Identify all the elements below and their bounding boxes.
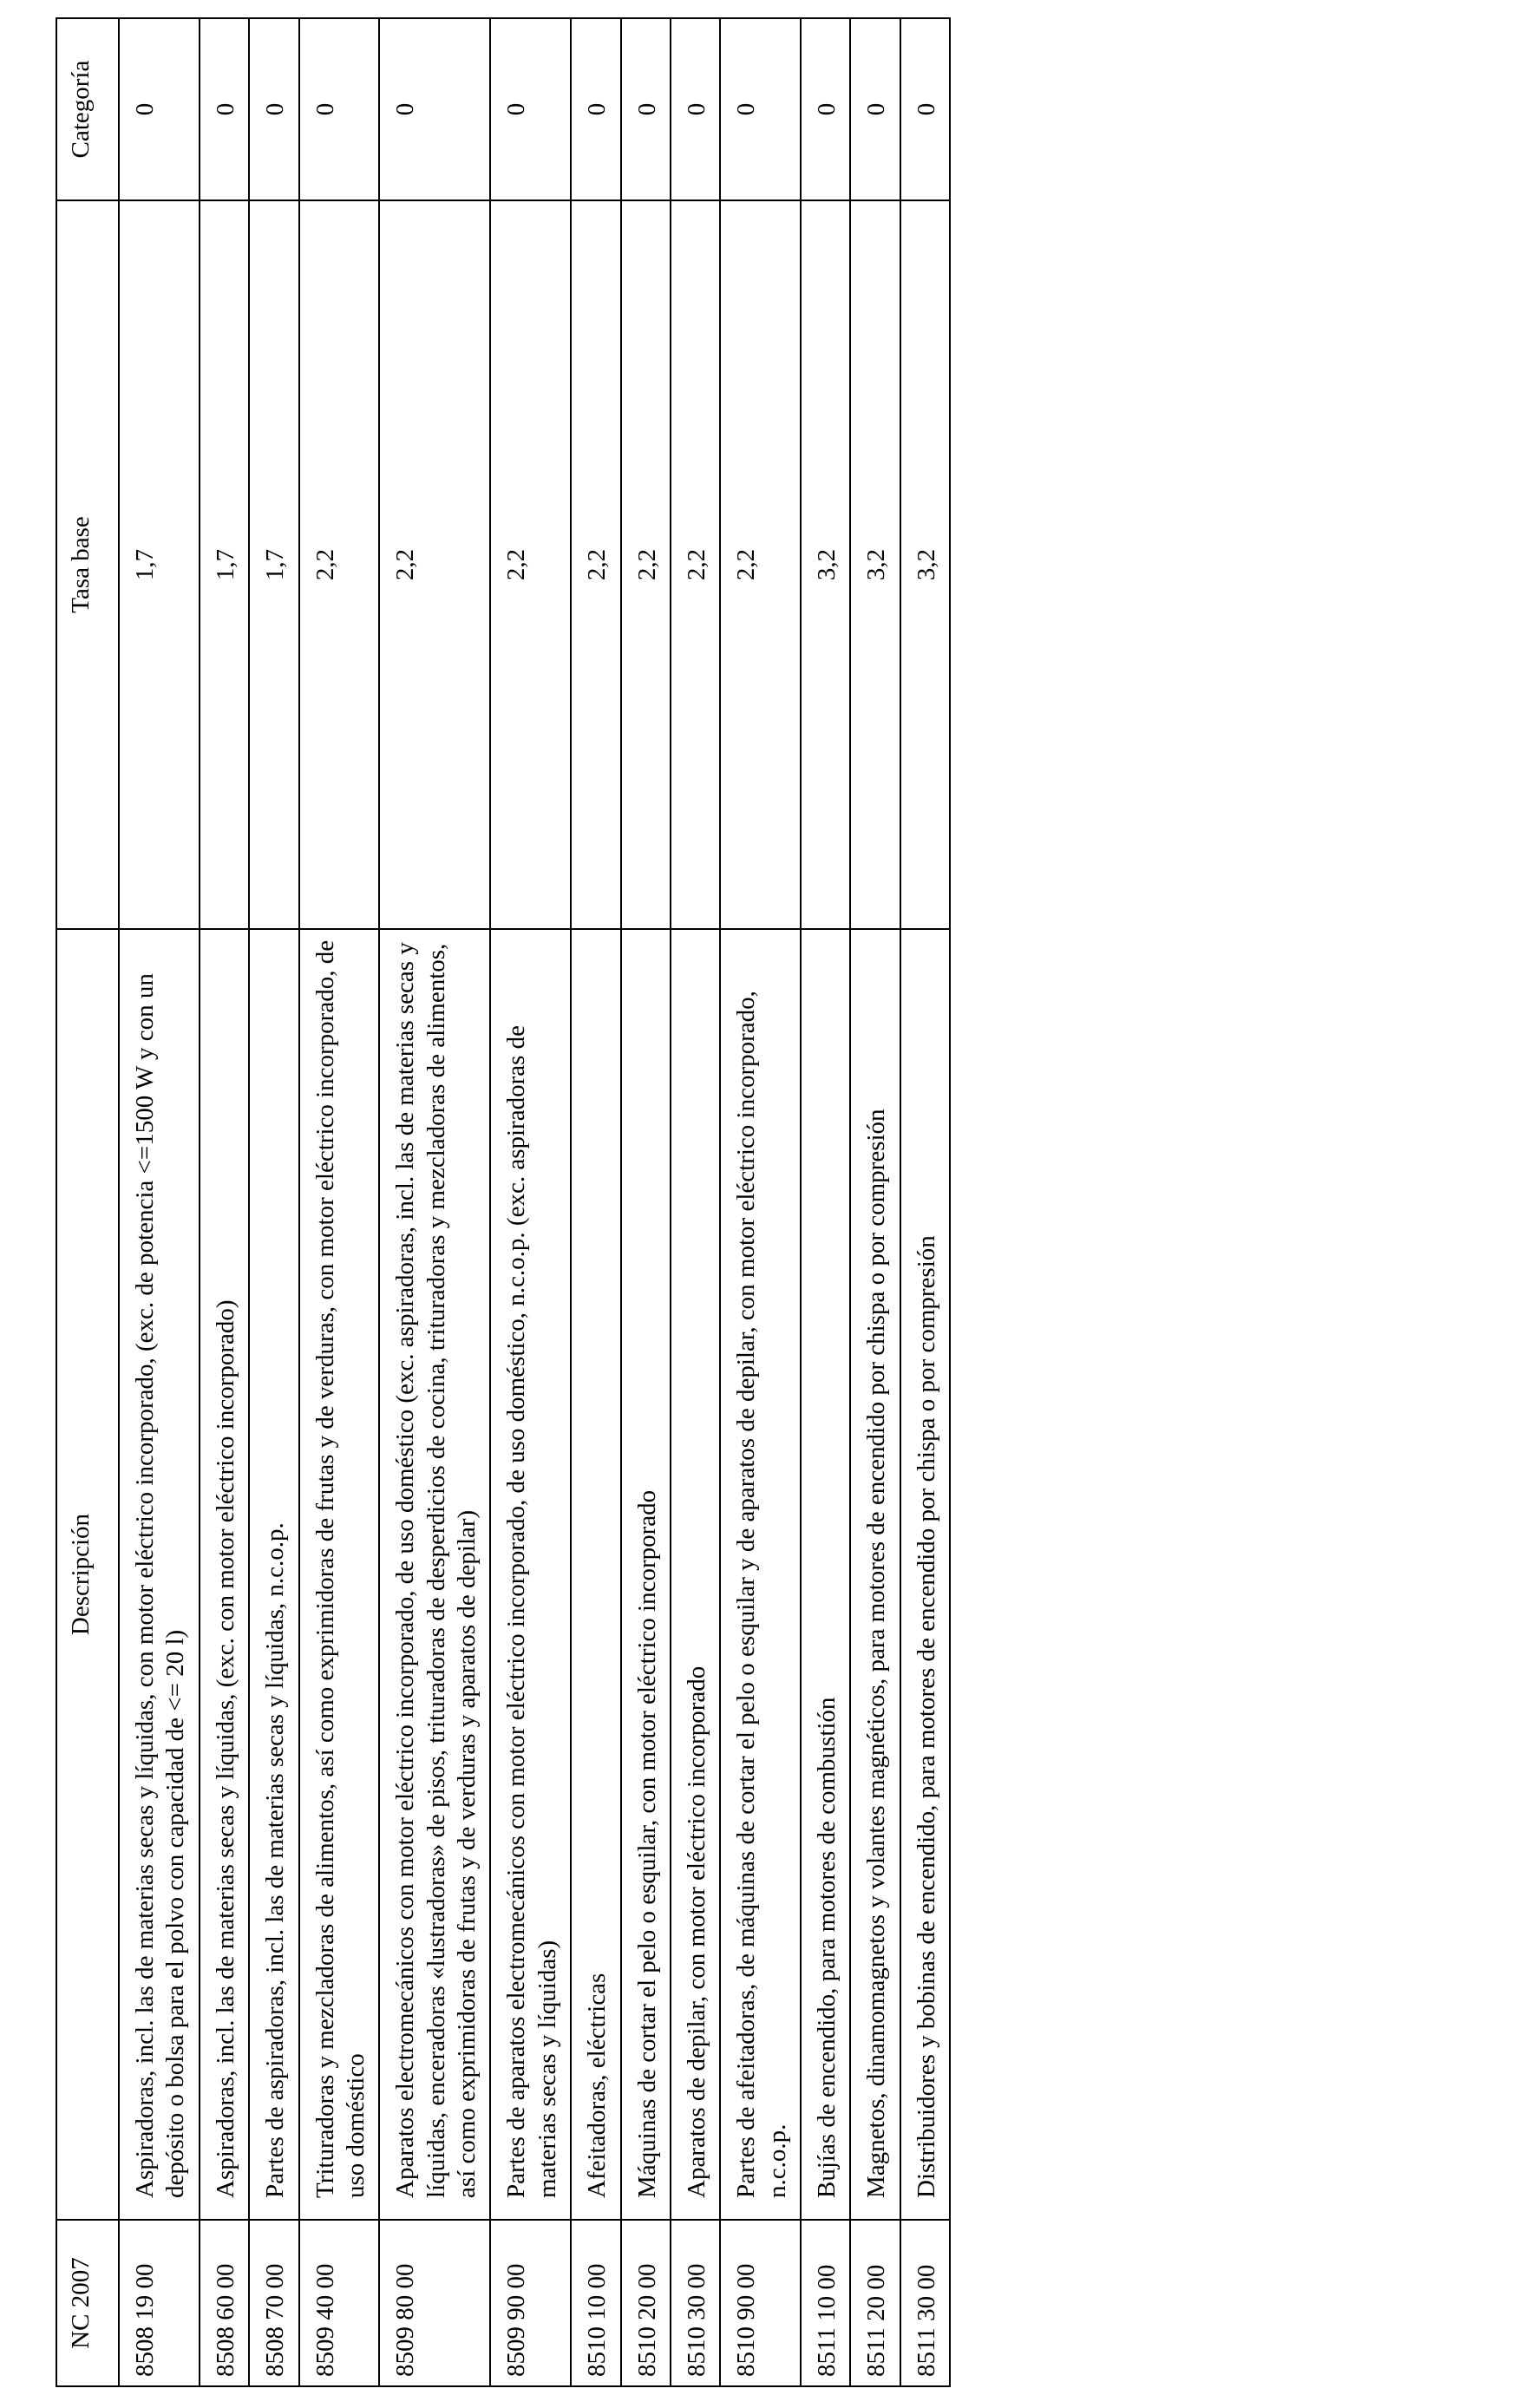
row-code: 8511 20 00 [850, 2220, 900, 2386]
row-rate: 3,2 [900, 200, 950, 929]
row-rate: 2,2 [379, 200, 490, 929]
table-row [299, 18, 380, 2386]
table-row [249, 18, 298, 2386]
row-code: 8510 20 00 [621, 2220, 671, 2386]
row-rate: 1,7 [249, 200, 298, 929]
row-description: Partes de aparatos electromecánicos con motor eléctrico incorporado, de uso doméstico, n.c.o.p. (exc. aspiradoras de materias secas y líquidas) [490, 929, 571, 2220]
row-code: 8508 60 00 [200, 2220, 249, 2386]
row-rate: 2,2 [490, 200, 571, 929]
row-rate: 3,2 [801, 200, 850, 929]
row-code: 8511 30 00 [900, 2220, 950, 2386]
tariff-table [56, 17, 951, 2387]
row-rate: 2,2 [299, 200, 380, 929]
row-category: 0 [249, 18, 298, 200]
table-header [56, 18, 119, 2386]
row-description: Distribuidores y bobinas de encendido, para motores de encendido por chispa o por compresión [900, 929, 950, 2220]
row-description: Bujías de encendido, para motores de combustión [801, 929, 850, 2220]
table-row [379, 18, 490, 2386]
row-category: 0 [299, 18, 380, 200]
table-row [801, 18, 850, 2386]
table-row [900, 18, 950, 2386]
rotated-page [56, 19, 1090, 2387]
row-category: 0 [671, 18, 720, 200]
table-row [850, 18, 900, 2386]
row-category: 0 [571, 18, 620, 200]
row-description: Aspiradoras, incl. las de materias secas y líquidas, (exc. con motor eléctrico incorporado) [200, 929, 249, 2220]
row-category: 0 [490, 18, 571, 200]
row-code: 8509 90 00 [490, 2220, 571, 2386]
row-description: Máquinas de cortar el pelo o esquilar, con motor eléctrico incorporado [621, 929, 671, 2220]
header-description: Descripción [56, 929, 119, 2220]
row-rate: 2,2 [621, 200, 671, 929]
row-code: 8508 19 00 [119, 2220, 200, 2386]
table-body [119, 18, 950, 2386]
row-description: Trituradoras y mezcladoras de alimentos, así como exprimidoras de frutas y de verduras, con motor eléctrico incorporado, de uso doméstico [299, 929, 380, 2220]
table-row [621, 18, 671, 2386]
row-code: 8510 30 00 [671, 2220, 720, 2386]
header-rate: Tasa base [56, 200, 119, 929]
row-category: 0 [621, 18, 671, 200]
row-description: Aspiradoras, incl. las de materias secas y líquidas, con motor eléctrico incorporado, (exc. de potencia <=1500 W y con un depósito o bolsa para el polvo con capacidad de <= 20 l) [119, 929, 200, 2220]
row-rate: 1,7 [200, 200, 249, 929]
row-code: 8511 10 00 [801, 2220, 850, 2386]
row-description: Aparatos de depilar, con motor eléctrico incorporado [671, 929, 720, 2220]
table-row [720, 18, 801, 2386]
row-category: 0 [850, 18, 900, 200]
row-category: 0 [900, 18, 950, 200]
row-code: 8509 40 00 [299, 2220, 380, 2386]
row-code: 8510 10 00 [571, 2220, 620, 2386]
row-category: 0 [200, 18, 249, 200]
row-category: 0 [379, 18, 490, 200]
row-code: 8508 70 00 [249, 2220, 298, 2386]
table-row [671, 18, 720, 2386]
table-row [490, 18, 571, 2386]
row-category: 0 [801, 18, 850, 200]
row-code: 8510 90 00 [720, 2220, 801, 2386]
header-code: NC 2007 [56, 2220, 119, 2386]
row-rate: 3,2 [850, 200, 900, 929]
table-row [571, 18, 620, 2386]
row-description: Afeitadoras, eléctricas [571, 929, 620, 2220]
row-rate: 2,2 [571, 200, 620, 929]
row-description: Partes de aspiradoras, incl. las de materias secas y líquidas, n.c.o.p. [249, 929, 298, 2220]
header-row [56, 18, 119, 2386]
row-code: 8509 80 00 [379, 2220, 490, 2386]
row-category: 0 [720, 18, 801, 200]
row-rate: 2,2 [720, 200, 801, 929]
table-row [119, 18, 200, 2386]
row-category: 0 [119, 18, 200, 200]
row-rate: 1,7 [119, 200, 200, 929]
row-description: Aparatos electromecánicos con motor eléctrico incorporado, de uso doméstico (exc. aspiradoras, incl. las de materias secas y líquidas, enceradoras «lustradoras» de pisos, trituradoras de desperdicios de cocina, trituradoras y mezcladoras de alimentos, así como exprimidoras de frutas y de verduras y aparatos de depilar) [379, 929, 490, 2220]
row-rate: 2,2 [671, 200, 720, 929]
row-description: Magnetos, dinamomagnetos y volantes magnéticos, para motores de encendido por chispa o por compresión [850, 929, 900, 2220]
table-row [200, 18, 249, 2386]
header-category: Categoría [56, 18, 119, 200]
row-description: Partes de afeitadoras, de máquinas de cortar el pelo o esquilar y de aparatos de depilar, con motor eléctrico incorporado, n.c.o.p. [720, 929, 801, 2220]
